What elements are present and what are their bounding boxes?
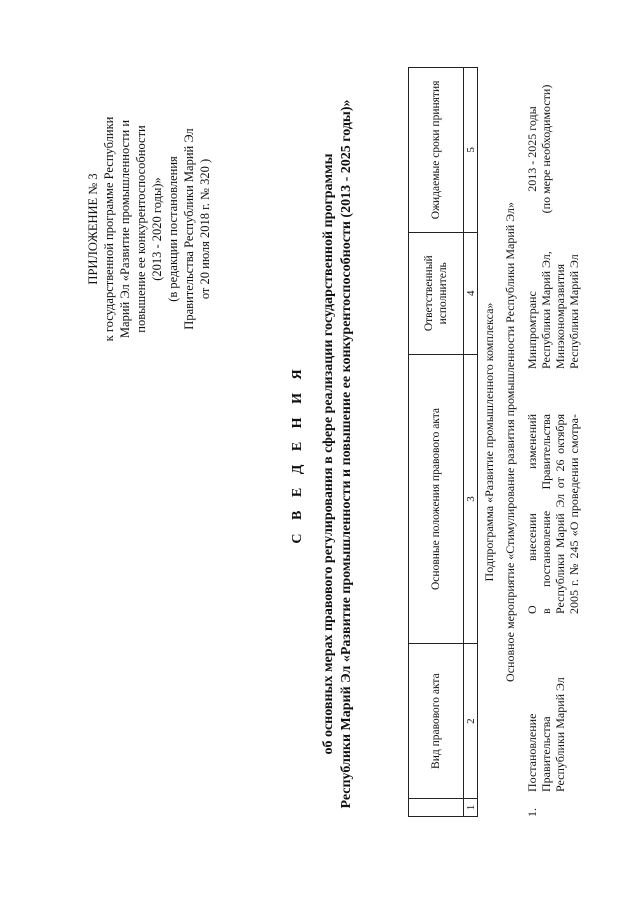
act-kind-line: Постановление: [525, 713, 539, 792]
table-header-cell: Ожидаемые сроки принятия: [409, 68, 464, 233]
table-number-row: [464, 68, 478, 817]
row-executor: [525, 251, 581, 369]
appendix-header: [85, 114, 213, 344]
row-number: 1.: [525, 808, 539, 817]
table-header-row: [409, 68, 464, 817]
appendix-line: (в редакции постановления: [166, 156, 180, 302]
table-header-cell: Вид правового акта: [409, 644, 464, 799]
appendix-line: (2013 - 2020 годы)»: [150, 177, 164, 281]
column-number: 5: [464, 68, 478, 233]
appendix-line: Правительства Республики Марий Эл: [182, 128, 196, 330]
row-main-provisions: [525, 414, 581, 614]
provision-line: в постановление Правительства: [539, 414, 553, 614]
appendix-line: от 20 июля 2018 г. № 320 ): [198, 158, 212, 300]
main-event-heading: Основное мероприятие «Стимулирование развития промышленности Республики Марий Эл»: [503, 202, 517, 682]
executor-line: Минэкономразвития: [553, 263, 567, 369]
measures-table: [408, 67, 478, 817]
act-kind-line: Республики Марий Эл: [553, 677, 567, 792]
appendix-line: к государственной программе Республики: [102, 116, 116, 342]
provision-line: Республики Марий Эл от 26 октября: [553, 414, 567, 614]
column-number: 1: [464, 799, 478, 817]
provision-line: О внесении изменений: [525, 414, 539, 614]
row-expected-term: [525, 74, 553, 224]
provision-line: 2005 г. № 245 «О проведении смотра-: [567, 414, 581, 614]
table-header-cell: Ответственный исполнитель: [409, 232, 464, 354]
column-number: 2: [464, 644, 478, 799]
appendix-line: Марий Эл «Развитие промышленности и: [118, 119, 132, 339]
executor-line: Республики Марий Эл,: [539, 251, 553, 369]
appendix-line: ПРИЛОЖЕНИЕ № 3: [86, 173, 100, 285]
subprogram-heading: Подпрограмма «Развитие промышленного комплекса»: [482, 302, 496, 582]
column-number: 3: [464, 354, 478, 644]
title-main: С В Е Д Е Н И Я: [290, 364, 305, 544]
executor-line: Республики Марий Эл: [567, 254, 581, 369]
table-header-cell: [409, 799, 464, 817]
document-title: [290, 64, 356, 844]
term-line: (по мере необходимости): [539, 84, 553, 214]
row-act-kind: [525, 662, 567, 792]
term-line: 2013 - 2025 годы: [525, 106, 539, 192]
column-number: 4: [464, 232, 478, 354]
appendix-line: повышение ее конкурентоспособности: [134, 125, 148, 333]
title-sub-line-2: Республики Марий Эл «Развитие промышленности и повышение ее конкурентоспособности (2013 - 2025 годы)»: [339, 99, 354, 809]
table-header-cell: Основные положения правового акта: [409, 354, 464, 644]
act-kind-line: Правительства: [539, 716, 553, 792]
executor-line: Минпромтранс: [525, 291, 539, 369]
title-sub-line-1: об основных мерах правового регулирования в сфере реализации государственной программы: [321, 153, 336, 755]
